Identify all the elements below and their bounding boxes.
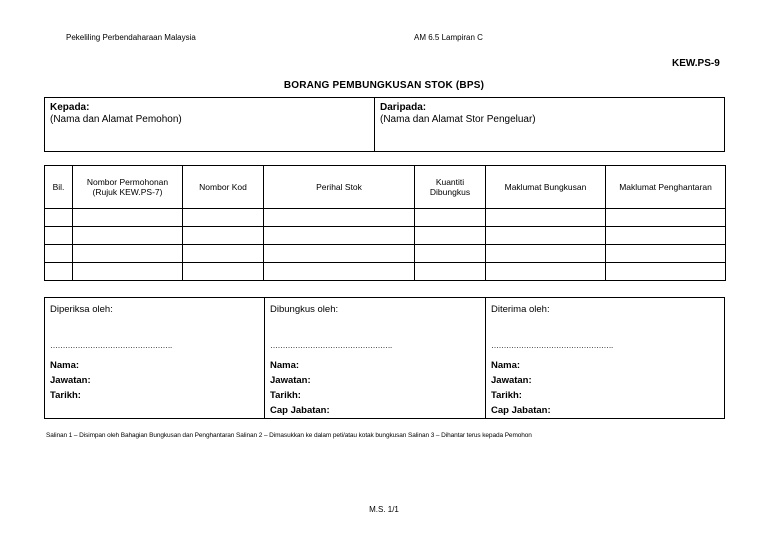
- position-field-label[interactable]: Jawatan:: [491, 375, 532, 386]
- table-cell[interactable]: [264, 245, 415, 263]
- name-field-label[interactable]: Nama:: [491, 360, 521, 371]
- table-cell[interactable]: [264, 263, 415, 281]
- table-row: [45, 245, 726, 263]
- column-header: Bil.: [45, 166, 73, 209]
- table-cell[interactable]: [264, 209, 415, 227]
- checked-by-fields: [50, 358, 91, 403]
- circular-reference: Pekeliling Perbendaharaan Malaysia: [66, 33, 196, 42]
- signature-line[interactable]: ………………………………………….: [270, 341, 392, 350]
- sender-hint: (Nama dan Alamat Stor Pengeluar): [380, 114, 536, 125]
- table-cell[interactable]: [606, 227, 726, 245]
- table-cell[interactable]: [486, 209, 606, 227]
- date-field-label[interactable]: Tarikh:: [491, 390, 522, 401]
- sender-label: Daripada:: [380, 102, 427, 113]
- page-number: M.S. 1/1: [369, 505, 399, 514]
- signature-line[interactable]: ………………………………………….: [491, 341, 613, 350]
- department-stamp-label[interactable]: Cap Jabatan:: [270, 405, 330, 416]
- column-header: Maklumat Bungkusan: [486, 166, 606, 209]
- appendix-reference: AM 6.5 Lampiran C: [414, 33, 483, 42]
- table-cell[interactable]: [606, 209, 726, 227]
- name-field-label[interactable]: Nama:: [270, 360, 300, 371]
- sender-address-field[interactable]: [375, 98, 724, 151]
- table-cell[interactable]: [183, 263, 264, 281]
- checked-by-block: [45, 298, 264, 418]
- table-cell[interactable]: [183, 209, 264, 227]
- address-section: [44, 97, 725, 152]
- received-by-heading: Diterima oleh:: [491, 304, 550, 315]
- recipient-address-field[interactable]: [45, 98, 375, 151]
- packed-by-block: [264, 298, 485, 418]
- position-field-label[interactable]: Jawatan:: [50, 375, 91, 386]
- packed-by-fields: [270, 358, 330, 418]
- checked-by-heading: Diperiksa oleh:: [50, 304, 113, 315]
- table-cell[interactable]: [183, 245, 264, 263]
- table-cell[interactable]: [606, 263, 726, 281]
- recipient-label: Kepada:: [50, 102, 90, 113]
- column-header: Nombor Kod: [183, 166, 264, 209]
- column-header: Nombor Permohonan (Rujuk KEW.PS-7): [73, 166, 183, 209]
- table-cell[interactable]: [45, 209, 73, 227]
- table-cell[interactable]: [486, 263, 606, 281]
- date-field-label[interactable]: Tarikh:: [270, 390, 301, 401]
- table-cell[interactable]: [183, 227, 264, 245]
- table-cell[interactable]: [45, 245, 73, 263]
- table-header-row: [45, 166, 726, 209]
- form-code: KEW.PS-9: [672, 58, 720, 69]
- column-header: Maklumat Penghantaran: [606, 166, 726, 209]
- table-cell[interactable]: [606, 245, 726, 263]
- packed-by-heading: Dibungkus oleh:: [270, 304, 339, 315]
- table-cell[interactable]: [415, 263, 486, 281]
- table-cell[interactable]: [73, 209, 183, 227]
- table-cell[interactable]: [415, 227, 486, 245]
- table-row: [45, 263, 726, 281]
- table-cell[interactable]: [73, 263, 183, 281]
- form-title: BORANG PEMBUNGKUSAN STOK (BPS): [283, 80, 485, 91]
- position-field-label[interactable]: Jawatan:: [270, 375, 311, 386]
- column-header: Kuantiti Dibungkus: [415, 166, 486, 209]
- date-field-label[interactable]: Tarikh:: [50, 390, 81, 401]
- table-cell[interactable]: [486, 245, 606, 263]
- table-cell[interactable]: [486, 227, 606, 245]
- table-cell[interactable]: [45, 263, 73, 281]
- table-row: [45, 227, 726, 245]
- table-cell[interactable]: [264, 227, 415, 245]
- table-cell[interactable]: [73, 227, 183, 245]
- table-cell[interactable]: [73, 245, 183, 263]
- signature-section: [44, 297, 725, 419]
- received-by-block: [485, 298, 724, 418]
- recipient-hint: (Nama dan Alamat Pemohon): [50, 114, 182, 125]
- department-stamp-label[interactable]: Cap Jabatan:: [491, 405, 551, 416]
- signature-line[interactable]: ………………………………………….: [50, 341, 172, 350]
- copies-distribution-note: Salinan 1 – Disimpan oleh Bahagian Bungkusan dan Penghantaran Salinan 2 – Dimasukkan ke dalam peti/atau kotak bungkusan Salinan 3 – Dihantar terus kepada Pemohon: [46, 432, 532, 439]
- table-row: [45, 209, 726, 227]
- stock-items-table: [44, 165, 726, 281]
- column-header: Perihal Stok: [264, 166, 415, 209]
- name-field-label[interactable]: Nama:: [50, 360, 80, 371]
- received-by-fields: [491, 358, 551, 418]
- table-cell[interactable]: [45, 227, 73, 245]
- table-cell[interactable]: [415, 245, 486, 263]
- table-cell[interactable]: [415, 209, 486, 227]
